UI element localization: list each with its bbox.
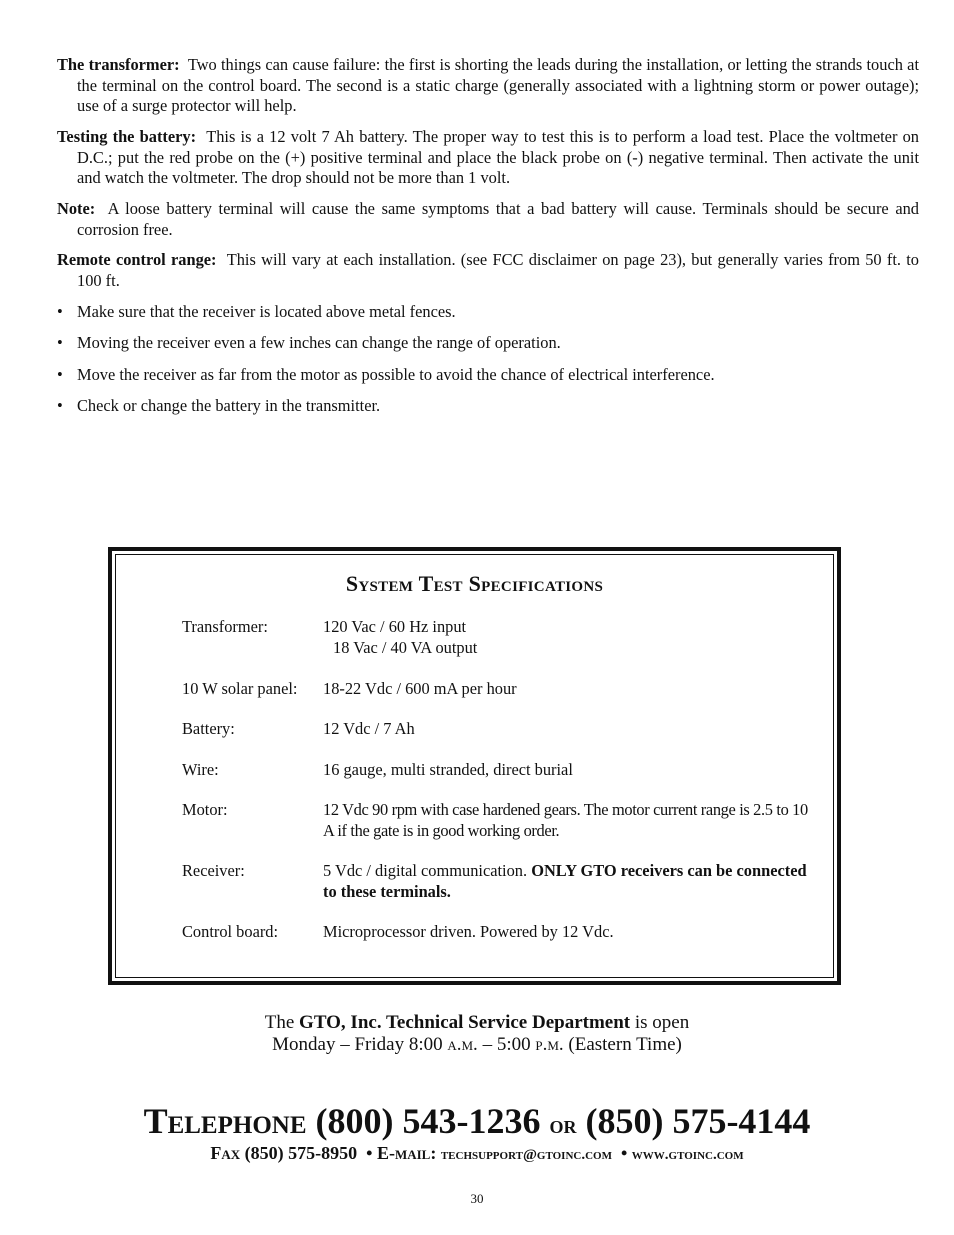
spec-value: 12 Vdc 90 rpm with case hardened gears. The motor current range is 2.5 to 10 A if the gate is in good working order.	[323, 800, 808, 840]
spec-label: 10 W solar panel:	[182, 679, 298, 698]
telephone-number-1[interactable]: (800) 543-1236	[315, 1101, 541, 1141]
spec-box-inner-border	[115, 554, 834, 978]
spec-value-line: 18 Vac / 40 VA output	[333, 637, 478, 657]
contact-line	[0, 1143, 954, 1164]
spec-value-line: 120 Vac / 60 Hz input	[323, 617, 467, 636]
spec-value: 12 Vdc / 7 Ah	[323, 719, 415, 738]
page-number: 30	[470, 1191, 484, 1206]
testing-battery-heading: Testing the battery:	[57, 127, 197, 146]
spec-value	[323, 861, 813, 902]
service-timezone: (Eastern Time)	[568, 1034, 682, 1055]
spec-value: Microprocessor driven. Powered by 12 Vdc.	[323, 922, 614, 941]
service-dash: –	[482, 1034, 493, 1055]
transformer-heading: The transformer:	[57, 55, 180, 74]
note-heading: Note:	[57, 199, 96, 218]
service-days: Monday – Friday 8:00	[272, 1034, 443, 1055]
bullet-text: Make sure that the receiver is located above metal fences.	[77, 302, 456, 321]
spec-value	[323, 617, 813, 658]
testing-battery-paragraph	[57, 127, 919, 189]
transformer-paragraph	[57, 55, 919, 117]
fax-label: Fax	[210, 1143, 241, 1163]
bullet-text: Moving the receiver even a few inches can change the range of operation.	[77, 333, 561, 352]
note-paragraph	[57, 199, 919, 240]
service-time: 5:00	[496, 1034, 531, 1055]
service-post: is open	[634, 1012, 690, 1033]
service-am: a.m.	[447, 1034, 478, 1055]
spec-label: Battery:	[182, 719, 235, 738]
spec-label: Receiver:	[182, 861, 245, 880]
service-pm: p.m.	[535, 1034, 564, 1055]
bullet-text: Move the receiver as far from the motor as possible to avoid the chance of electrical interference.	[77, 365, 715, 384]
transformer-text: Two things can cause failure: the first is shorting the leads during the installation, or letting the strands touch at the terminal on the control board. The second is a static charge (generally associated with a lightning storm or power outage); use of a surge protector will help.	[77, 55, 920, 115]
telephone-or: or	[549, 1110, 577, 1139]
spec-label: Motor:	[182, 800, 228, 819]
spec-label: Transformer:	[182, 617, 268, 636]
spec-value-warning: ONLY GTO receivers can be connected to these terminals.	[323, 861, 807, 901]
testing-battery-text: This is a 12 volt 7 Ah battery. The proper way to test this is to perform a load test. Place the voltmeter on D.C.; put the red probe on the (+) positive terminal and place the black probe on (-) negative terminal. Then activate the unit and watch the voltmeter. The drop should not be more than 1 volt.	[77, 127, 919, 187]
spec-box	[108, 547, 841, 985]
remote-range-heading: Remote control range:	[57, 250, 217, 269]
service-department-line	[0, 1012, 954, 1034]
website-link[interactable]: www.gtoinc.com	[631, 1147, 744, 1163]
bullet-symbol: •	[57, 396, 63, 415]
spec-label: Wire:	[182, 760, 219, 779]
bullet-symbol: •	[57, 365, 63, 384]
spec-value: 18-22 Vdc / 600 mA per hour	[323, 679, 517, 698]
telephone-line	[0, 1100, 954, 1142]
remote-range-text: This will vary at each installation. (see FCC disclaimer on page 23), but generally varies from 50 ft. to 100 ft.	[77, 250, 919, 290]
service-pre: The	[264, 1012, 295, 1033]
email-link[interactable]: techsupport@gtoinc.com	[440, 1147, 612, 1163]
service-dept: GTO, Inc. Technical Service Department	[299, 1012, 631, 1033]
telephone-number-2[interactable]: (850) 575-4144	[585, 1101, 811, 1141]
note-text: A loose battery terminal will cause the same symptoms that a bad battery will cause. Terminals should be secure and corrosion free.	[77, 199, 919, 239]
telephone-label: Telephone	[143, 1101, 307, 1141]
spec-label: Control board:	[182, 922, 279, 941]
remote-range-paragraph	[57, 250, 919, 291]
spec-title: System Test Specifications	[345, 571, 604, 596]
contact-separator: •	[366, 1143, 373, 1163]
fax-number[interactable]: (850) 575-8950	[244, 1143, 358, 1163]
bullet-symbol: •	[57, 302, 63, 321]
bullet-text: Check or change the battery in the transmitter.	[77, 396, 381, 415]
bullet-symbol: •	[57, 333, 63, 352]
email-label: E-mail:	[376, 1143, 437, 1163]
contact-separator: •	[620, 1143, 628, 1163]
service-hours-line	[0, 1034, 954, 1056]
spec-value: 16 gauge, multi stranded, direct burial	[323, 760, 573, 779]
spec-value-text: 5 Vdc / digital communication.	[323, 861, 528, 880]
